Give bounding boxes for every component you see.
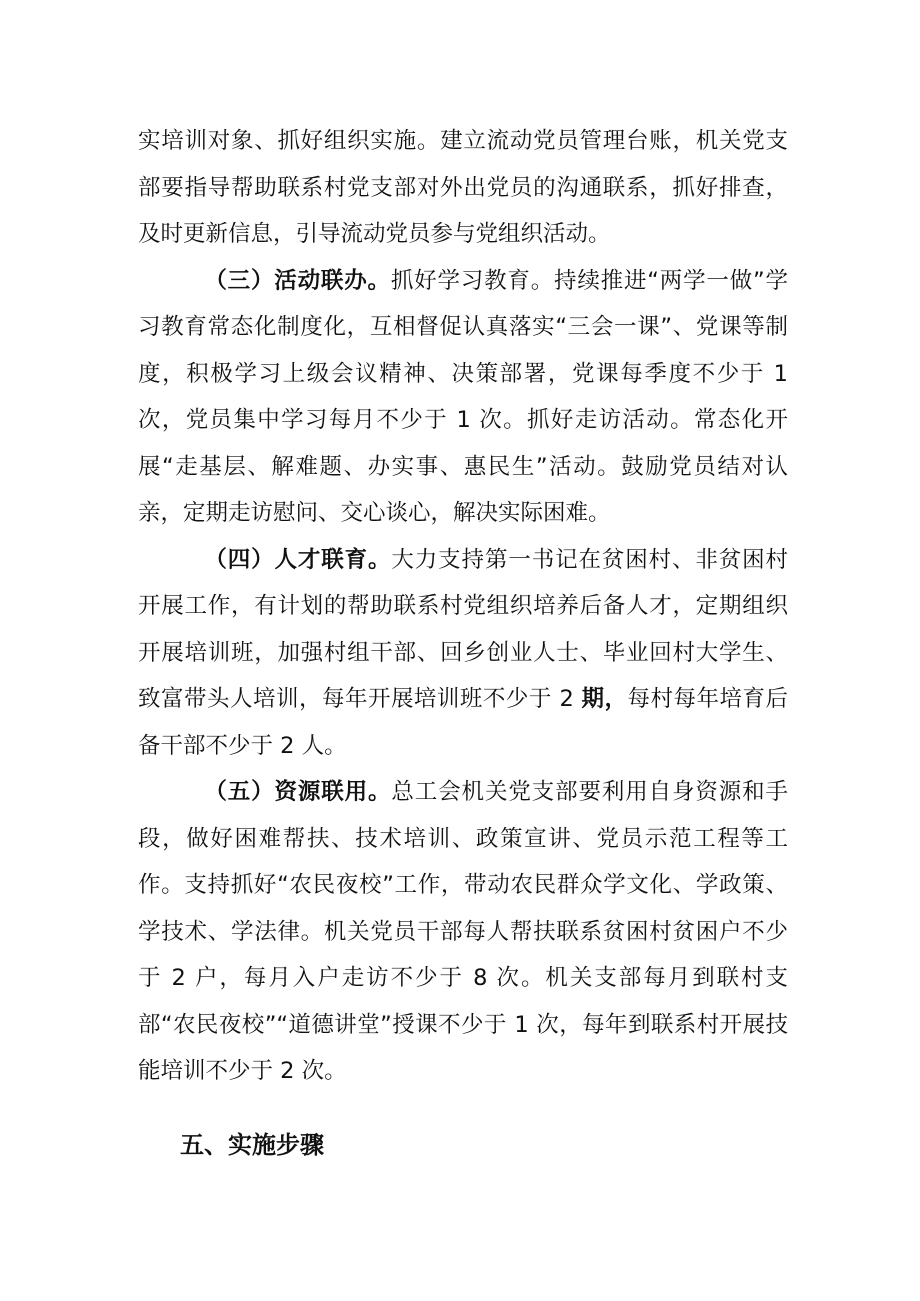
paragraph-text: 大力支持第一书记在贫困村、非贫困村开展工作，有计划的帮助联系村党组织培养后备人才，定期组织开展培训班，加强村组干部、回乡创业人士、毕业回村大学生、致富带头人培训，每年开展培训班不少于 2 [138, 546, 788, 712]
subtitle-activity-joint: （三）活动联办。 [204, 267, 391, 294]
document-body [138, 118, 788, 1095]
paragraph-resource-joint [138, 769, 788, 1095]
paragraph-text: 总工会机关党支部要利用自身资源和手段，做好困难帮扶、技术培训、政策宣讲、党员示范工程等工作。支持抓好“农民夜校”工作，带动农民群众学文化、学政策、学技术、学法律。机关党员干部每人帮扶联系贫困村贫困户不少于 2 户，每月入户走访不少于 8 次。机关支部每月到联村支部“农民夜校”“道德讲堂”授课不少于 1 次，每年到联系村开展技能培训不少于 2 次。 [138, 779, 788, 1084]
section-heading: 五、实施步骤 [180, 1131, 324, 1159]
paragraph-talent-joint [138, 537, 788, 770]
paragraph-continuation: 实培训对象、抓好组织实施。建立流动党员管理台账，机关党支部要指导帮助联系村党支部对外出党员的沟通联系，抓好排查，及时更新信息，引导流动党员参与党组织活动。 [138, 128, 788, 247]
paragraph-activity-joint [138, 258, 788, 537]
subtitle-talent-joint: （四）人才联育。 [204, 546, 392, 573]
bold-text: 期， [581, 686, 628, 712]
subtitle-resource-joint: （五）资源联用。 [204, 779, 392, 805]
paragraph-text: 抓好学习教育。持续推进“两学一做”学习教育常态化制度化，互相督促认真落实“三会一课”、党课等制度，积极学习上级会议精神、决策部署，党课每季度不少于 1 次，党员集中学习每月不少于 1 次。抓好走访活动。常态化开展“走基层、解难题、办实事、惠民生”活动。鼓励党员结对认亲，定期走访慰问、交心谈心，解决实际困难。 [138, 267, 788, 526]
paragraph-text: 每村每年培育后备干部不少于 2 人。 [138, 686, 788, 759]
